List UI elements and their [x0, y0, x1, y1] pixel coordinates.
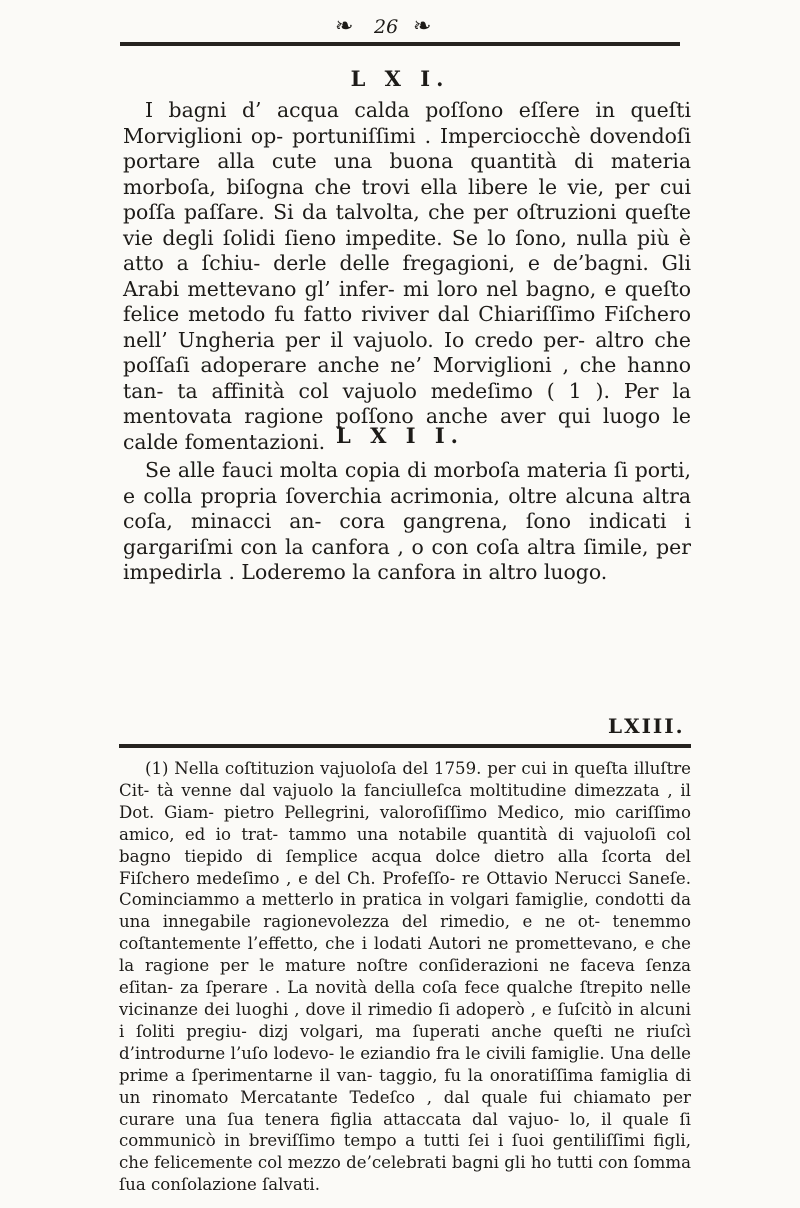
section-title-lxii: L X I I.	[336, 423, 464, 448]
fleuron-left-icon: ❧	[335, 14, 354, 39]
page-number: 26	[374, 16, 399, 38]
catchword: LXIII.	[608, 714, 685, 738]
fleuron-right-icon: ❧	[413, 14, 432, 39]
section-body-lxi: I bagni d’ acqua calda poſſono eſſere in queſti Morviglioni op- portuniſſimi . Imperciocchè dovendoſi portare alla cute una buona quantità di materia morboſa, biſogna che trovi ella libere le vie, per cui poſſa paſſare. Si da talvolta, che per oſtruzioni queſte vie degli ſolidi ſieno impedite. Se lo ſono, nulla più è atto a ſchiu- derle delle fregagioni, e de’bagni. Gli Arabi mettevano gl’ infer- mi loro nel bagno, e queſto felice metodo fu fatto riviver dal Chiariſſimo Fiſchero nell’ Ungheria per il vajuolo. Io credo per- altro che poſſaſi adoperare anche ne’ Morviglioni , che hanno tan- ta affinità col vajuolo medeſimo ( 1 ). Per la mentovata ragione poſſono anche aver qui luogo le calde fomentazioni.	[123, 98, 691, 454]
section-title-lxi: L X I.	[350, 66, 450, 91]
footnote-rule	[119, 744, 691, 748]
footnote: (1) Nella coſtituzion vajuoloſa del 1759. per cui in queſta illuſtre Cit- tà venne dal vajuolo la fanciulleſca moltitudine dimezzata , il Dot. Giam- pietro Pellegrini, valoroſiſſimo Medico, mio cariſſimo amico, ed io trat- tammo una notabile quantità di vajuoloſi col bagno tiepido di ſemplice acqua dolce dietro alla ſcorta del Fiſchero medeſimo , e del Ch. Profeſſo- re Ottavio Nerucci Saneſe. Cominciammo a metterlo in pratica in volgari famiglie, condotti da una innegabile ragionevolezza del rimedio, e ne ot- tenemmo coſtantemente l’effetto, che i lodati Autori ne promettevano, e che la ragione per le mature noſtre conſiderazioni ne faceva ſenza eſitan- za ſperare . La novità della coſa fece qualche ſtrepito nelle vicinanze dei luoghi , dove il rimedio ſi adoperò , e ſuſcitò in alcuni i ſoliti pregiu- dizj volgari, ma ſuperati anche queſti ne riuſcì d’introdurne l’uſo lodevo- le eziandio fra le civili famiglie. Una delle prime a ſperimentarne il van- taggio, fu la onoratiſſima famiglia di un rinomato Mercatante Tedeſco , dal quale fui chiamato per curare una ſua tenera figlia attaccata dal vajuo- lo, il quale ſi communicò in breviſſimo tempo a tutti ſei i ſuoi gentiliſſimi figli, che felicemente col mezzo de’celebrati bagni gli ho tutti con ſomma ſua conſolazione ſalvati.	[119, 759, 691, 1195]
page-header	[120, 14, 680, 44]
header-rule	[120, 42, 680, 46]
section-body-lxii: Se alle fauci molta copia di morboſa materia ſi porti, e colla propria ſoverchia acrimonia, oltre alcuna altra coſa, minacci an- cora gangrena, ſono indicati i gargariſmi con la canfora , o con coſa altra ſimile, per impedirla . Loderemo la canfora in altro luogo.	[123, 458, 691, 584]
